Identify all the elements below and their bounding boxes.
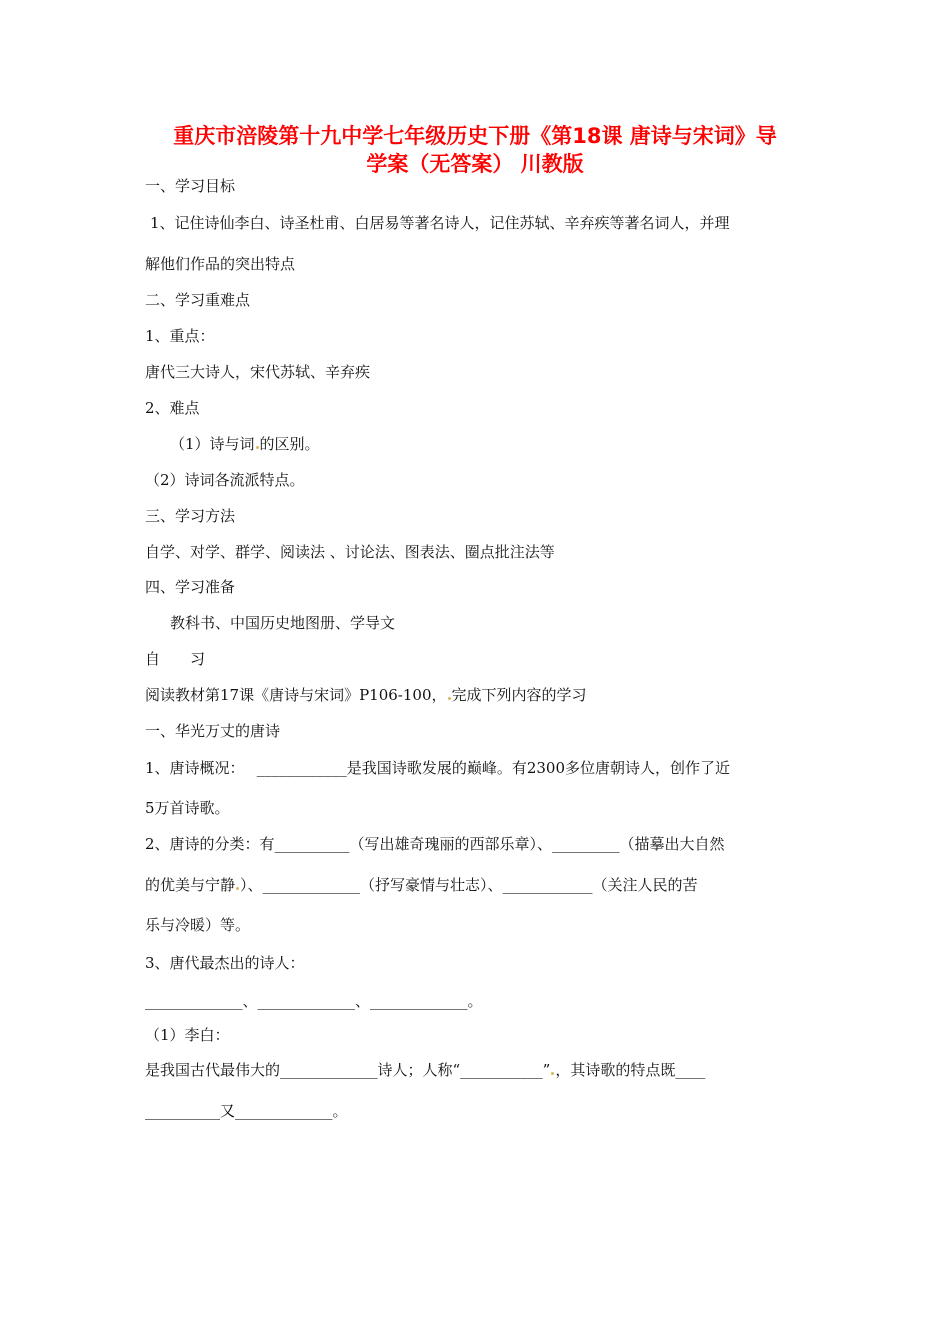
- question-2-line-2-part-b: ）、_____________（抒写豪情与壮志）、____________（关注人民的苦: [240, 876, 698, 894]
- difficulty-item-2: （2）诗词各流派特点。: [145, 471, 305, 489]
- objective-1-line-2: 解他们作品的突出特点: [145, 255, 296, 273]
- question-3-1-line-1-part-b: ，其诗歌的特点既____: [555, 1061, 706, 1079]
- question-3-blanks: _____________、_____________、_____________。: [145, 992, 483, 1010]
- stray-dot-mark: [448, 697, 451, 700]
- question-3-prompt: 3、唐代最杰出的诗人：: [145, 954, 305, 972]
- section-1-heading: 一、学习目标: [145, 177, 236, 195]
- section-3-heading: 三、学习方法: [145, 507, 236, 525]
- difficulty-item-1-part-b: 的区别。: [259, 435, 320, 453]
- question-3-1-line-1-part-a: 是我国古代最伟大的_____________诗人；人称“___________”: [145, 1061, 551, 1079]
- stray-dot-mark: [236, 887, 239, 890]
- question-3-1-line-1: [145, 1060, 705, 1080]
- difficulty-label: 2、难点: [145, 399, 200, 417]
- question-2-line-1: 2、唐诗的分类：有__________（写出雄奇瑰丽的西部乐章）、_________（描摹出大自然: [145, 835, 725, 853]
- difficulty-item-1-part-a: （1）诗与词: [170, 435, 255, 453]
- self-study-heading: 自 习: [145, 650, 206, 668]
- stray-dot-mark: [551, 1072, 554, 1075]
- reading-instruction-part-a: 阅读教材第17课《唐诗与宋词》P106-100，: [145, 686, 447, 704]
- reading-instruction-part-b: 完成下列内容的学习: [451, 686, 587, 704]
- section-2-heading: 二、学习重难点: [145, 291, 251, 309]
- question-3-1-label: （1）李白：: [145, 1026, 230, 1044]
- question-3-1-line-2: __________又_____________。: [145, 1102, 348, 1120]
- reading-instruction: [145, 685, 587, 705]
- preparation-text: 教科书、中国历史地图册、学导文: [170, 614, 396, 632]
- document-title-line-1: 重庆市涪陵第十九中学七年级历史下册《第18课 唐诗与宋词》导: [173, 124, 777, 148]
- document-title-line-2: 学案（无答案） 川教版: [366, 152, 584, 176]
- question-2-line-3: 乐与冷暖）等。: [145, 916, 251, 934]
- objective-1-line-1: 1、记住诗仙李白、诗圣杜甫、白居易等著名诗人，记住苏轼、辛弃疾等著名词人，并理: [150, 214, 730, 232]
- question-1-line-1: 1、唐诗概况： ____________是我国诗歌发展的巅峰。有2300多位唐朝诗人，创作了近: [145, 759, 730, 777]
- question-2-line-2: [145, 875, 698, 895]
- question-1-line-2: 5万首诗歌。: [145, 799, 230, 817]
- stray-dot-mark: [256, 446, 259, 449]
- difficulty-item-1: [170, 434, 320, 454]
- question-2-line-2-part-a: 的优美与宁静: [145, 876, 236, 894]
- key-point-text: 唐代三大诗人，宋代苏轼、辛弃疾: [145, 363, 371, 381]
- key-point-label: 1、重点：: [145, 327, 215, 345]
- study-methods-text: 自学、对学、群学、阅读法 、讨论法、图表法、圈点批注法等: [145, 543, 555, 561]
- section-4-heading: 四、学习准备: [145, 578, 236, 596]
- part-1-heading: 一、华光万丈的唐诗: [145, 722, 281, 740]
